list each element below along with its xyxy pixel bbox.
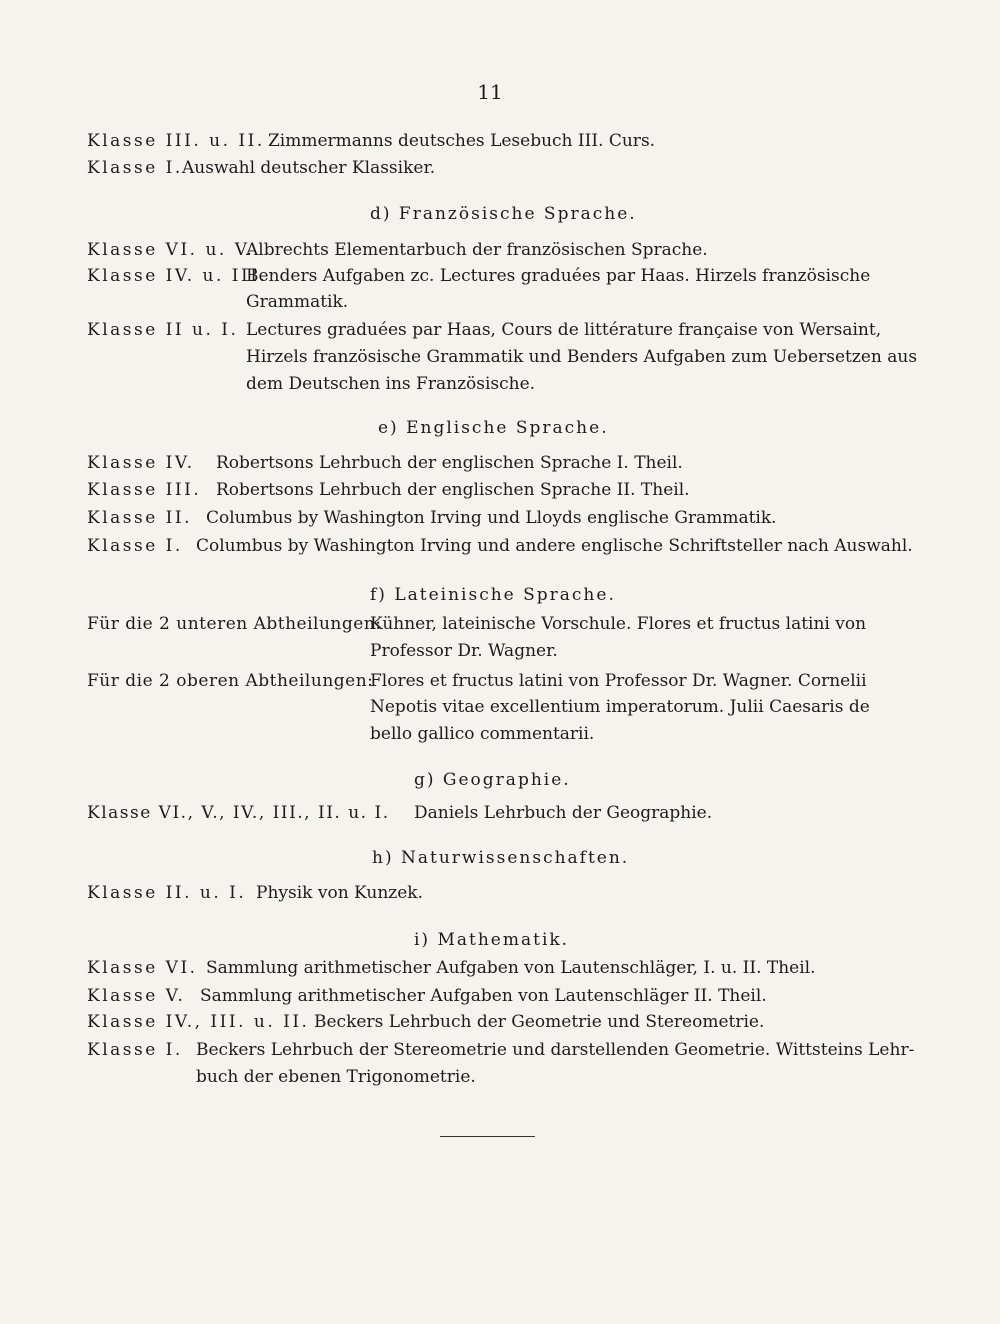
entry-text: Beckers Lehrbuch der Geometrie und Stereometrie. <box>314 1012 765 1032</box>
class-label: Klasse IV. <box>87 453 195 473</box>
entry-text: Physik von Kunzek. <box>256 883 423 903</box>
page-number: 11 <box>477 80 503 104</box>
class-label: Klasse IV. u. III. <box>87 266 268 286</box>
class-label: Klasse II u. I. <box>87 320 239 340</box>
entry-text: Albrechts Elementarbuch der französischen Sprache. <box>246 240 708 260</box>
entry-text: Benders Aufgaben zc. Lectures graduées par Haas. Hirzels französische <box>246 266 871 286</box>
section-heading-latin: f) Lateinische Sprache. <box>370 585 616 605</box>
entry-text: Flores et fructus latini von Professor Dr. Wagner. Cornelii <box>370 671 867 691</box>
entry-text-continuation: bello gallico commentarii. <box>370 724 595 744</box>
class-label: Klasse I. <box>87 158 183 178</box>
entry-text-continuation: Nepotis vitae excellentium imperatorum. Julii Caesaris de <box>370 697 870 717</box>
entry-text: Columbus by Washington Irving und andere englische Schriftsteller nach Auswahl. <box>196 536 913 556</box>
separator-line <box>440 1136 535 1137</box>
entry-text: Sammlung arithmetischer Aufgaben von Lautenschläger, I. u. II. Theil. <box>206 958 816 978</box>
entry-text-continuation: Grammatik. <box>246 292 349 312</box>
entry-text: Robertsons Lehrbuch der englischen Sprache II. Theil. <box>216 480 690 500</box>
class-label: Klasse I. <box>87 536 183 556</box>
entry-text-continuation: buch der ebenen Trigonometrie. <box>196 1067 476 1087</box>
entry-text: Columbus by Washington Irving und Lloyds englische Grammatik. <box>206 508 777 528</box>
section-heading-natural-sciences: h) Naturwissenschaften. <box>372 848 630 868</box>
class-label: Klasse VI., V., IV., III., II. u. I. <box>87 803 390 823</box>
entry-text: Beckers Lehrbuch der Stereometrie und darstellenden Geometrie. Wittsteins Lehr- <box>196 1040 915 1060</box>
group-label: Für die 2 oberen Abtheilungen: <box>87 671 374 691</box>
entry-text-continuation: Hirzels französische Grammatik und Benders Aufgaben zum Uebersetzen aus <box>246 347 918 367</box>
class-label: Klasse IV., III. u. II. <box>87 1012 310 1032</box>
entry-text: Zimmermanns deutsches Lesebuch III. Curs. <box>268 131 656 151</box>
entry-text: Sammlung arithmetischer Aufgaben von Lautenschläger II. Theil. <box>200 986 767 1006</box>
class-label: Klasse III. <box>87 480 202 500</box>
entry-text: Robertsons Lehrbuch der englischen Sprache I. Theil. <box>216 453 683 473</box>
section-heading-english: e) Englische Sprache. <box>378 418 609 438</box>
group-label: Für die 2 unteren Abtheilungen: <box>87 614 382 634</box>
section-heading-geography: g) Geographie. <box>414 770 571 790</box>
class-label: Klasse III. u. II. <box>87 131 265 151</box>
class-label: Klasse I. <box>87 1040 183 1060</box>
class-label: Klasse II. <box>87 508 193 528</box>
entry-text: Lectures graduées par Haas, Cours de littérature française von Wersaint, <box>246 320 882 340</box>
entry-text-continuation: Professor Dr. Wagner. <box>370 641 558 661</box>
section-heading-mathematics: i) Mathematik. <box>414 930 570 950</box>
section-heading-french: d) Französische Sprache. <box>370 204 637 224</box>
class-label: Klasse VI. <box>87 958 198 978</box>
class-label: Klasse II. u. I. <box>87 883 247 903</box>
entry-text: Daniels Lehrbuch der Geographie. <box>414 803 713 823</box>
class-label: Klasse V. <box>87 986 186 1006</box>
class-label: Klasse VI. u. V. <box>87 240 255 260</box>
entry-text: Kühner, lateinische Vorschule. Flores et fructus latini von <box>370 614 867 634</box>
entry-text-continuation: dem Deutschen ins Französische. <box>246 374 536 394</box>
entry-text: Auswahl deutscher Klassiker. <box>182 158 436 178</box>
